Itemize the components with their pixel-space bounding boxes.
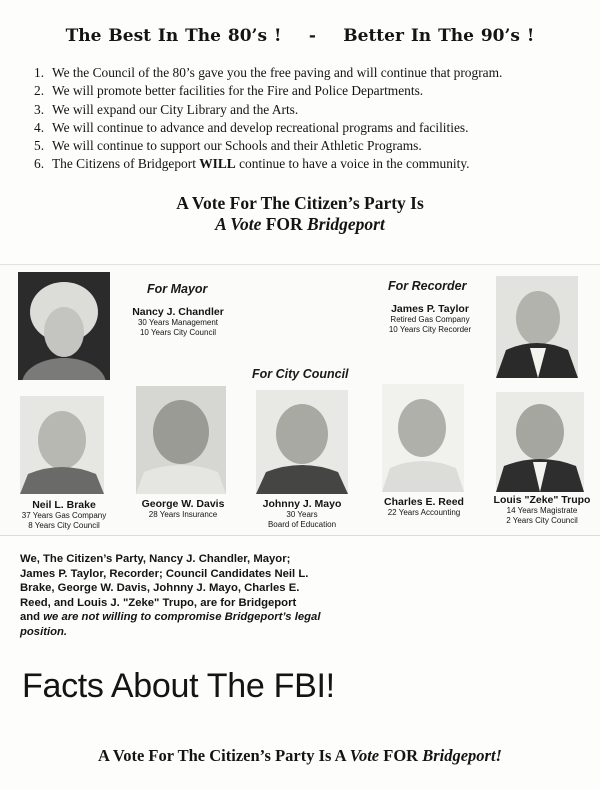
- closing-slogan: A Vote For The Citizen’s Party Is A Vote FOR Bridgeport!: [98, 746, 502, 765]
- candidate-caption-brake: Neil L. Brake 37 Years Gas Company 8 Years City Council: [21, 499, 107, 530]
- candidate-photo-reed: [382, 384, 464, 492]
- candidate-caption-taylor: James P. Taylor Retired Gas Company 10 Years City Recorder: [388, 303, 472, 334]
- list-item: 5. We will continue to support our Schools and their Athletic Programs.: [34, 138, 422, 154]
- header-slogan: [0, 26, 600, 46]
- vote-banner-line2: A Vote FOR Bridgeport: [215, 214, 385, 234]
- fbi-heading: Facts About The FBI!: [22, 667, 335, 705]
- list-item: 6. The Citizens of Bridgeport WILL continue to have a voice in the community.: [34, 156, 470, 172]
- list-item: 2. We will promote better facilities for the Fire and Police Departments.: [34, 83, 424, 99]
- party-statement: We, The Citizen’s Party, Nancy J. Chandler, Mayor; James P. Taylor, Recorder; Council Candidates Neil L. Brake, George W. Davis, Johnny J. Mayo, Charles E. Reed, and Louis J. "Zeke" Trupo, are for Bridgeport and we are not willing to compromise Bridgeport’s legal position.: [20, 553, 321, 638]
- list-item: 1. We the Council of the 80’s gave you the free paving and will continue that program.: [34, 65, 503, 80]
- candidate-photo-brake: [20, 396, 104, 494]
- office-mayor-heading: For Mayor: [147, 282, 208, 296]
- candidate-caption-mayo: Johnny J. Mayo 30 Years Board of Education: [262, 498, 342, 529]
- slogan-right: Better In The 90’s !: [343, 26, 535, 46]
- office-recorder-heading: For Recorder: [388, 279, 467, 293]
- candidate-photo-trupo: [496, 392, 584, 492]
- candidate-photo-taylor: [496, 276, 578, 378]
- office-council-heading: For City Council: [252, 367, 349, 381]
- candidate-caption-davis: George W. Davis 28 Years Insurance: [141, 498, 225, 519]
- candidate-photo-mayo: [256, 390, 348, 494]
- candidate-caption-trupo: Louis "Zeke" Trupo 14 Years Magistrate 2 Years City Council: [493, 494, 591, 525]
- list-item: 3. We will expand our City Library and the Arts.: [34, 101, 299, 117]
- candidate-caption-reed: Charles E. Reed 22 Years Accounting: [384, 496, 464, 517]
- pledge-list: [34, 64, 502, 174]
- vote-banner-line1: A Vote For The Citizen’s Party Is: [176, 193, 424, 213]
- candidate-photo-davis: [136, 386, 226, 494]
- list-item: 4. We will continue to advance and develop recreational programs and facilities.: [34, 119, 469, 135]
- slogan-left: The Best In The 80’s !: [65, 26, 282, 46]
- candidate-caption-chandler: Nancy J. Chandler 30 Years Management 10 Years City Council: [132, 306, 224, 337]
- slogan-dash: -: [308, 26, 316, 46]
- candidate-photo-chandler: [18, 272, 110, 380]
